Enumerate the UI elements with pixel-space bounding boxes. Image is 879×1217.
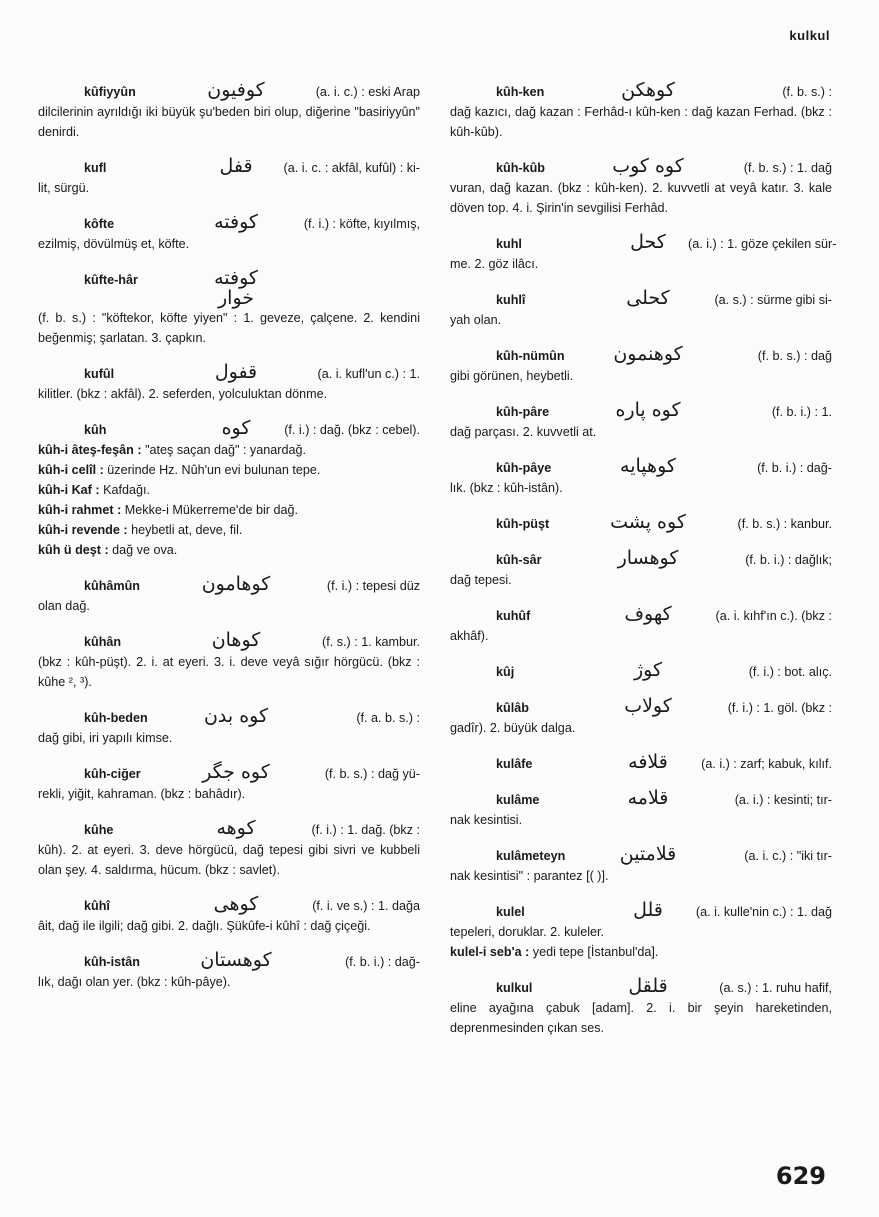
headword: kûfte-hâr xyxy=(84,273,138,287)
entry-grammar: (a. s.) : 1. ruhu hafif, xyxy=(719,981,832,995)
entry-head xyxy=(38,818,420,840)
ottoman-script: کوه جگر xyxy=(202,761,270,783)
ottoman-script: کوه کوب xyxy=(612,155,684,177)
dictionary-entry xyxy=(450,844,832,886)
dictionary-entry xyxy=(38,630,420,692)
sub-entry-keyword: kûh-i celîl : xyxy=(38,463,104,477)
entry-head xyxy=(38,212,420,234)
headword: kûh-kûb xyxy=(496,161,545,175)
entry-grammar: (f. i.) : 1. dağ. (bkz : xyxy=(311,823,420,837)
entry-grammar: (f. i.) : 1. göl. (bkz : xyxy=(727,701,832,715)
headword: kûh-ken xyxy=(496,85,545,99)
entry-grammar: (f. b. s.) : dağ xyxy=(757,349,832,363)
entry-definition: gadîr). 2. büyük dalga. xyxy=(450,721,576,735)
ottoman-script: کحل xyxy=(630,231,666,253)
ottoman-script: کوه بدن xyxy=(203,705,269,727)
entry-grammar: (a. i. kulle'nin c.) : 1. dağ xyxy=(695,905,832,919)
entry-definition: dağ tepesi. xyxy=(450,573,512,587)
dictionary-entry xyxy=(450,548,832,590)
entry-definition: (bkz : kûh-püşt). 2. i. at eyeri. 3. i. deve veyâ sığır hörgücü. (bkz : kûhe ², ³). xyxy=(38,655,420,689)
page-number: 629 xyxy=(775,1162,826,1190)
dictionary-entry xyxy=(38,818,420,880)
ottoman-script: کوهپایه xyxy=(620,455,676,477)
headword: kufûl xyxy=(84,367,115,381)
entry-grammar: (a. i. c.) : eski Arap xyxy=(315,85,420,99)
ottoman-script: کوهکن xyxy=(621,79,675,101)
entry-definition: vuran, dağ kazan. (bkz : kûh-ken). 2. kuvvetli at veyâ katır. 3. kale döven top. 4. i. Şirin'in sevgilisi Ferhâd. xyxy=(450,181,832,215)
entry-head xyxy=(38,762,420,784)
ottoman-script: کولاب xyxy=(624,695,672,717)
sub-entry xyxy=(450,942,832,962)
entry-head xyxy=(38,268,420,308)
entry-definition: ezilmiş, dövülmüş et, köfte. xyxy=(38,237,190,251)
entry-definition: dağ parçası. 2. kuvvetli at. xyxy=(450,425,597,439)
headword: kûhân xyxy=(84,635,122,649)
ottoman-script: قلامتین xyxy=(619,843,677,865)
sub-entry-text: "ateş saçan dağ" : yanardağ. xyxy=(145,443,306,457)
dictionary-entry xyxy=(38,156,420,198)
dictionary-entry xyxy=(450,400,832,442)
entry-definition: akhâf). xyxy=(450,629,489,643)
headword: kûh-istân xyxy=(84,955,140,969)
sub-entry xyxy=(38,460,420,480)
dictionary-entry xyxy=(450,696,832,738)
entry-head xyxy=(450,344,832,366)
headword: kulâfe xyxy=(496,757,533,771)
dictionary-entry xyxy=(38,418,420,560)
dictionary-entry xyxy=(450,344,832,386)
sub-entry-keyword: kûh ü deşt : xyxy=(38,543,109,557)
entry-definition: lit, sürgü. xyxy=(38,181,90,195)
entry-grammar: (a. i.) : 1. göze çekilen sür- xyxy=(688,237,837,251)
dictionary-entry xyxy=(38,706,420,748)
running-header: kulkul xyxy=(789,28,830,43)
ottoman-script: کوهستان xyxy=(200,949,272,971)
sub-entry-keyword: kûh-i revende : xyxy=(38,523,128,537)
entry-grammar: (f. b. i.) : dağlık; xyxy=(745,553,832,567)
dictionary-entry xyxy=(450,660,832,682)
entry-definition: nak kesintisi" : parantez [( )]. xyxy=(450,869,609,883)
ottoman-script: قلامه xyxy=(627,787,669,809)
headword: kûh-pâye xyxy=(496,461,552,475)
ottoman-script: کوفیون xyxy=(207,79,265,101)
entry-head xyxy=(450,844,832,866)
entry-head xyxy=(450,660,832,682)
entry-definition: kilitler. (bkz : akfâl). 2. seferden, yolculuktan dönme. xyxy=(38,387,328,401)
dictionary-entry xyxy=(38,212,420,254)
dictionary-entry xyxy=(450,288,832,330)
headword: kulâmeteyn xyxy=(496,849,566,863)
dictionary-entry xyxy=(38,80,420,142)
headword: kûh-ciğer xyxy=(84,767,141,781)
entry-head xyxy=(450,456,832,478)
sub-entry xyxy=(38,540,420,560)
entry-grammar: (a. i. kufl'un c.) : 1. xyxy=(317,367,420,381)
headword: kûh-pâre xyxy=(496,405,550,419)
headword: kulel xyxy=(496,905,525,919)
right-column xyxy=(450,79,837,1052)
headword: kuhlî xyxy=(496,293,526,307)
entry-definition: rekli, yiğit, kahraman. (bkz : bahâdır). xyxy=(38,787,246,801)
entry-grammar: (a. s.) : sürme gibi si- xyxy=(714,293,832,307)
headword: kûh xyxy=(84,423,107,437)
entry-definition: tepeleri, doruklar. 2. kuleler. xyxy=(450,925,605,939)
headword: kulâme xyxy=(496,793,540,807)
dictionary-entry xyxy=(450,156,832,218)
entry-head xyxy=(450,231,837,254)
dictionary-entry xyxy=(38,894,420,936)
ottoman-script: کحلی xyxy=(626,287,670,309)
entry-grammar: (f. b. s.) : dağ yü- xyxy=(324,767,420,781)
headword: kûfiyyûn xyxy=(84,85,136,99)
entry-head xyxy=(38,156,420,178)
entry-grammar: (f. b. i.) : 1. xyxy=(771,405,832,419)
headword: kuhl xyxy=(496,237,522,251)
entry-head xyxy=(450,604,832,626)
sub-entry xyxy=(38,440,420,460)
headword: kûh-püşt xyxy=(496,517,550,531)
sub-entry-text: heybetli at, deve, fil. xyxy=(131,523,243,537)
dictionary-entry xyxy=(38,762,420,804)
entry-grammar: (f. b. i.) : dağ- xyxy=(757,461,832,475)
dictionary-entry xyxy=(450,752,832,774)
ottoman-script: کوهنمون xyxy=(613,343,683,365)
sub-entry-keyword: kûh-i âteş-feşân : xyxy=(38,443,142,457)
entry-head xyxy=(38,706,420,728)
entry-grammar: (a. i. c. : akfâl, kufûl) : ki- xyxy=(283,161,420,175)
sub-entry-text: Mekke-i Mükerreme'de bir dağ. xyxy=(124,503,298,517)
ottoman-script: کوه xyxy=(221,417,251,439)
headword: kûh-nümûn xyxy=(496,349,565,363)
entry-grammar: (f. i.) : bot. alıç. xyxy=(748,665,832,679)
ottoman-script: قلقل xyxy=(628,975,668,997)
ottoman-script: کوهان xyxy=(211,629,261,651)
entry-definition: dağ kazıcı, dağ kazan : Ferhâd-ı kûh-ken : dağ kazan Ferhad. (bkz : kûh-kûb). xyxy=(450,105,832,139)
dictionary-entry xyxy=(450,231,837,274)
dictionary-entry xyxy=(450,456,832,498)
sub-entry-text: yedi tepe [İstanbul'da]. xyxy=(532,945,659,959)
dictionary-entry xyxy=(38,574,420,616)
ottoman-script: کوهه xyxy=(216,817,256,839)
sub-entry-keyword: kûh-i Kaf : xyxy=(38,483,100,497)
entry-head xyxy=(38,894,420,916)
entry-grammar: (f. b. s.) : 1. dağ xyxy=(743,161,832,175)
ottoman-script: قلافه xyxy=(628,751,668,773)
entry-grammar: (f. s.) : 1. kambur. xyxy=(322,635,420,649)
ottoman-script: کوهسار xyxy=(617,547,679,569)
ottoman-script: کوهامون xyxy=(201,573,271,595)
entry-grammar: (f. b. s.) : kanbur. xyxy=(737,517,832,531)
sub-entry-keyword: kûh-i rahmet : xyxy=(38,503,122,517)
entry-definition: dağ gibi, iri yapılı kimse. xyxy=(38,731,173,745)
headword: kuhûf xyxy=(496,609,531,623)
entry-grammar: (f. i.) : köfte, kıyılmış, xyxy=(303,217,420,231)
entry-grammar: (f. i.) : dağ. (bkz : cebel). xyxy=(284,423,420,437)
ottoman-script: کوه پشت xyxy=(610,511,686,533)
dictionary-entry xyxy=(450,788,832,830)
sub-entry-text: üzerinde Hz. Nûh'un evi bulunan tepe. xyxy=(107,463,321,477)
headword: kûh-beden xyxy=(84,711,148,725)
headword: kûh-sâr xyxy=(496,553,542,567)
dictionary-entry xyxy=(38,268,420,348)
entry-head xyxy=(38,630,420,652)
entry-head xyxy=(450,548,832,570)
headword: kûj xyxy=(496,665,515,679)
entry-head xyxy=(450,752,832,774)
dictionary-entry xyxy=(450,976,832,1038)
sub-entry-text: Kafdağı. xyxy=(103,483,150,497)
headword: kufl xyxy=(84,161,107,175)
entry-grammar: (f. i.) : tepesi düz xyxy=(326,579,420,593)
dictionary-entry xyxy=(450,604,832,646)
entry-head xyxy=(38,574,420,596)
ottoman-script: کوهی xyxy=(213,893,259,915)
entry-definition: gibi görünen, heybetli. xyxy=(450,369,574,383)
entry-head xyxy=(450,288,832,310)
entry-head xyxy=(450,788,832,810)
entry-head xyxy=(450,696,832,718)
headword: kûhâmûn xyxy=(84,579,140,593)
headword: kûhî xyxy=(84,899,110,913)
entry-head xyxy=(450,400,832,422)
entry-definition: me. 2. göz ilâcı. xyxy=(450,257,539,271)
headword: kulkul xyxy=(496,981,533,995)
entry-definition: lık, dağı olan yer. (bkz : kûh-pâye). xyxy=(38,975,231,989)
ottoman-script: قفول xyxy=(214,361,258,383)
sub-entry xyxy=(38,520,420,540)
dictionary-entry xyxy=(38,950,420,992)
dictionary-entry xyxy=(450,80,832,142)
entry-head xyxy=(38,80,420,102)
entry-grammar: (a. i.) : kesinti; tır- xyxy=(734,793,832,807)
entry-head xyxy=(38,362,420,384)
entry-grammar: (f. b. i.) : dağ- xyxy=(345,955,420,969)
entry-definition: dilcilerinin ayrıldığı iki büyük şu'beden biri olup, diğerine "basiriyyûn" denirdi. xyxy=(38,105,420,139)
sub-entry-keyword: kulel-i seb'a : xyxy=(450,945,530,959)
entry-definition: âit, dağ ile ilgili; dağ gibi. 2. dağlı. Şükûfe-i kûhî : dağ çiçeği. xyxy=(38,919,371,933)
dictionary-entry xyxy=(450,900,832,962)
ottoman-script: قفل xyxy=(219,155,253,177)
ottoman-script: کهوف xyxy=(624,603,672,625)
entry-definition: lık. (bkz : kûh-istân). xyxy=(450,481,563,495)
entry-grammar: (a. i.) : zarf; kabuk, kılıf. xyxy=(701,757,832,771)
ottoman-script: کوژ xyxy=(633,659,663,681)
headword: kûhe xyxy=(84,823,114,837)
dictionary-entry xyxy=(450,512,832,534)
entry-definition: (f. b. s.) : "köftekor, köfte yiyen" : 1. geveze, çalçene. 2. kendini beğenmiş; şarlatan. 3. çapkın. xyxy=(38,311,420,345)
headword: kûlâb xyxy=(496,701,529,715)
ottoman-script: قلل xyxy=(633,899,663,921)
entry-grammar: (f. b. s.) : xyxy=(782,85,832,99)
entry-head xyxy=(450,156,832,178)
sub-entry xyxy=(38,480,420,500)
entry-head xyxy=(38,418,420,440)
entry-head xyxy=(450,976,832,998)
entry-grammar: (a. i. c.) : "iki tır- xyxy=(744,849,832,863)
sub-entry xyxy=(38,500,420,520)
entry-definition: nak kesintisi. xyxy=(450,813,523,827)
entry-grammar: (a. i. kıhf'ın c.). (bkz : xyxy=(715,609,832,623)
entry-definition: yah olan. xyxy=(450,313,502,327)
entry-grammar: (f. i. ve s.) : 1. dağa xyxy=(312,899,420,913)
ottoman-script: کوفته xyxy=(214,211,258,233)
entry-head xyxy=(38,950,420,972)
ottoman-script: کوه پاره xyxy=(615,399,681,421)
sub-entry-text: dağ ve ova. xyxy=(112,543,178,557)
entry-head xyxy=(450,512,832,534)
entry-definition: olan dağ. xyxy=(38,599,90,613)
entry-definition: eline ayağına çabuk [adam]. 2. i. bir şeyin hareketinden, deprenmesinden çıkan ses. xyxy=(450,1001,832,1035)
entry-definition: kûh). 2. at eyeri. 3. deve hörgücü, dağ tepesi gibi sivri ve kubbeli olan şey. 4. saldırma, hücum. (bkz : savlet). xyxy=(38,843,420,877)
entry-grammar: (f. a. b. s.) : xyxy=(356,711,420,725)
entry-head xyxy=(450,80,832,102)
left-column xyxy=(38,80,420,1006)
entry-head xyxy=(450,900,832,922)
dictionary-entry xyxy=(38,362,420,404)
ottoman-script: کوفته خوار xyxy=(214,267,258,309)
headword: kôfte xyxy=(84,217,115,231)
